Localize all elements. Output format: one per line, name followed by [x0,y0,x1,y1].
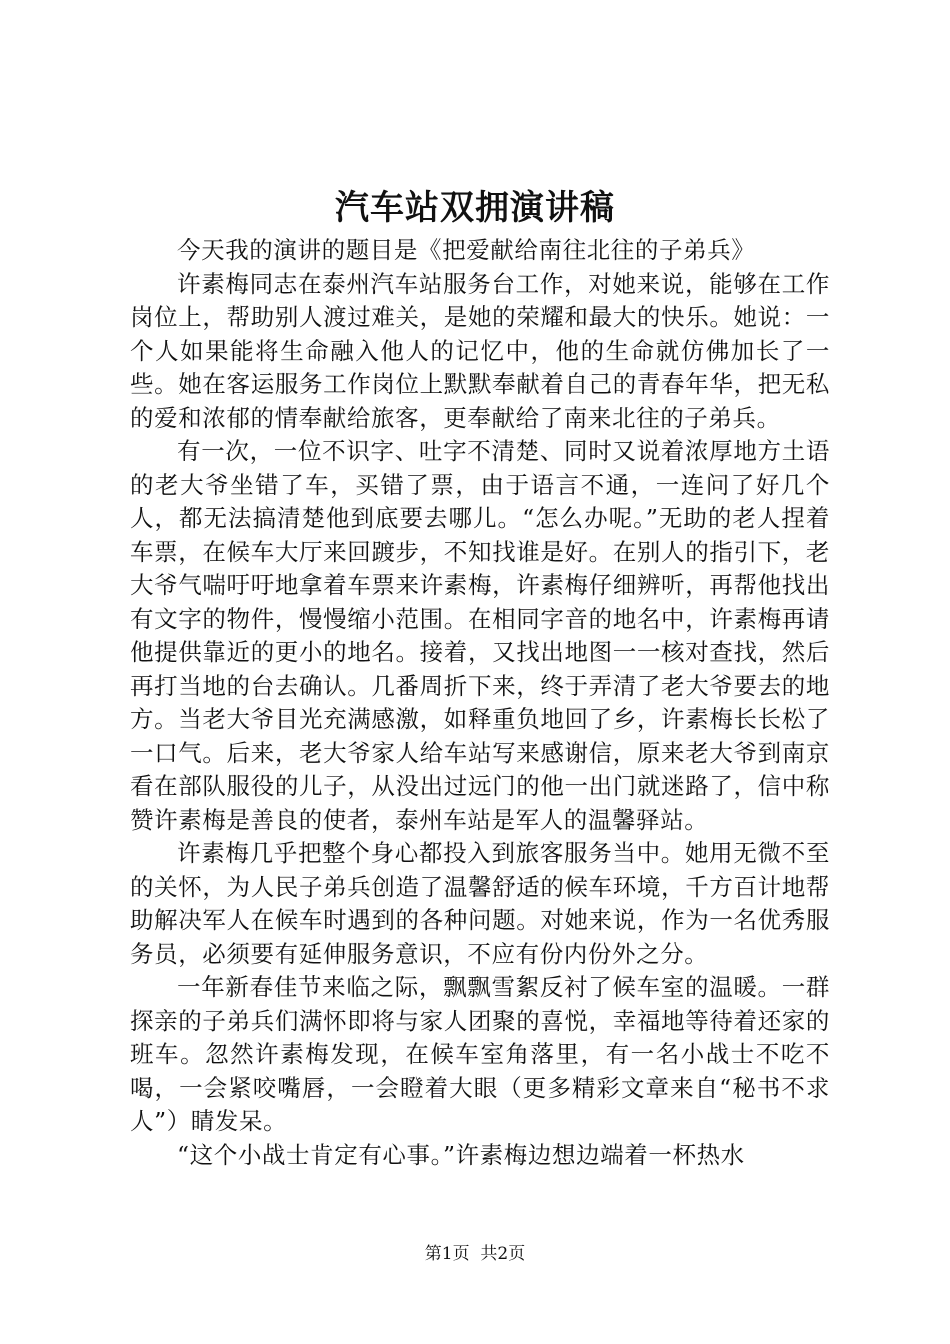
paragraph-6: “这个小战士肯定有心事。”许素梅边想边端着一杯热水 [177,1140,745,1169]
document-body [130,234,830,1172]
paragraph-4: 许素梅几乎把整个身心都投入到旅客服务当中。她用无微不至的关怀，为人民子弟兵创造了温馨舒适的候车环境，千方百计地帮助解决军人在候车时遇到的各种问题。对她来说，作为一名优秀服务员，必须要有延伸服务意识，不应有份内份外之分。 [130,839,830,968]
paragraph-2: 许素梅同志在泰州汽车站服务台工作，对她来说，能够在工作岗位上，帮助别人渡过难关，是她的荣耀和最大的快乐。她说：一个人如果能将生命融入他人的记忆中，他的生命就仿佛加长了一些。她在客运服务工作岗位上默默奉献着自己的青春年华，把无私的爱和浓郁的情奉献给旅客，更奉献给了南来北往的子弟兵。 [130,269,830,432]
paragraph-1: 今天我的演讲的题目是《把爱献给南往北往的子弟兵》 [177,236,756,264]
document-title: 汽车站双拥演讲稿 [335,188,615,228]
page-footer [0,1242,950,1266]
page-number: 第1页 共2页 [424,1244,526,1264]
paragraph-3: 有一次，一位不识字、吐字不清楚、同时又说着浓厚地方土语的老大爷坐错了车，买错了票，由于语言不通，一连问了好几个人，都无法搞清楚他到底要去哪儿。“怎么办呢。”无助的老人捏着车票，在候车大厅来回踱步，不知找谁是好。在别人的指引下，老大爷气喘吁吁地拿着车票来许素梅，许素梅仔细辨听，再帮他找出有文字的物件，慢慢缩小范围。在相同字音的地名中，许素梅再请他提供靠近的更小的地名。接着，又找出地图一一核对查找，然后再打当地的台去确认。几番周折下来，终于弄清了老大爷要去的地方。当老大爷目光充满感激，如释重负地回了乡，许素梅长长松了一口气。后来，老大爷家人给车站写来感谢信，原来老大爷到南京看在部队服役的儿子，从没出过远门的他一出门就迷路了，信中称赞许素梅是善良的使者，泰州车站是军人的温馨驿站。 [130,437,830,834]
paragraph-5: 一年新春佳节来临之际，飘飘雪絮反衬了候车室的温暖。一群探亲的子弟兵们满怀即将与家人团聚的喜悦，幸福地等待着还家的班车。忽然许素梅发现，在候车室角落里，有一名小战士不吃不喝，一会紧咬嘴唇，一会瞪着大眼（更多精彩文章来自“秘书不求人”）睛发呆。 [130,973,830,1135]
